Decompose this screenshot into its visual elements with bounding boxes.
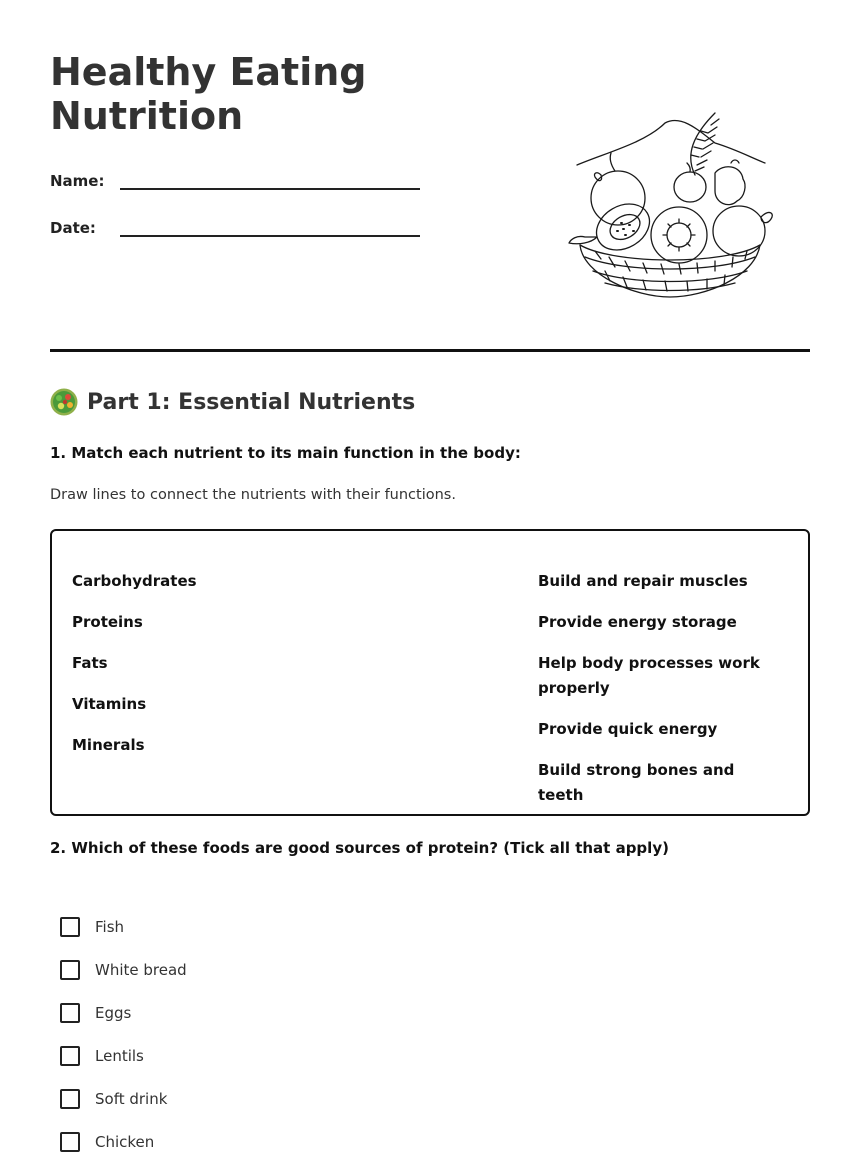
checkbox[interactable]: [60, 1003, 80, 1023]
title-line-2: Nutrition: [50, 94, 244, 138]
checkbox[interactable]: [60, 917, 80, 937]
function-item[interactable]: Help body processes work properly: [538, 654, 760, 697]
name-line[interactable]: [120, 164, 420, 190]
checkbox-label: White bread: [95, 960, 187, 979]
header-divider: [50, 349, 810, 352]
matching-box: [50, 529, 810, 816]
salad-bowl-icon: [50, 388, 78, 416]
function-item[interactable]: Provide quick energy: [538, 720, 718, 738]
checklist-item: [60, 905, 187, 948]
checkbox[interactable]: [60, 960, 80, 980]
checklist-item: [60, 1034, 187, 1077]
checkbox-label: Lentils: [95, 1046, 144, 1065]
question-2: 2. Which of these foods are good sources of protein? (Tick all that apply): [50, 839, 669, 857]
date-field: [50, 211, 420, 237]
name-label: Name:: [50, 172, 105, 190]
checkbox[interactable]: [60, 1132, 80, 1152]
checkbox-label: Eggs: [95, 1003, 132, 1022]
nutrient-item[interactable]: Carbohydrates: [72, 572, 197, 590]
function-item[interactable]: Build strong bones and teeth: [538, 761, 735, 804]
checkbox[interactable]: [60, 1046, 80, 1066]
checkbox-label: Soft drink: [95, 1089, 168, 1108]
nutrient-item[interactable]: Proteins: [72, 613, 143, 631]
protein-checklist: [60, 905, 187, 1163]
checklist-item: [60, 991, 187, 1034]
part1-title: Part 1: Essential Nutrients: [87, 389, 416, 415]
checkbox-label: Chicken: [95, 1132, 155, 1151]
question-1-instruction: Draw lines to connect the nutrients with their functions.: [50, 487, 456, 503]
worksheet-header: [50, 50, 810, 350]
function-item[interactable]: Build and repair muscles: [538, 572, 748, 590]
part1-heading: [50, 388, 415, 416]
nutrient-item[interactable]: Minerals: [72, 736, 145, 754]
fruit-basket-illustration: [565, 105, 775, 305]
checkbox[interactable]: [60, 1089, 80, 1109]
title-line-1: Healthy Eating: [50, 50, 367, 94]
question-1: 1. Match each nutrient to its main function in the body:: [50, 444, 521, 462]
function-item[interactable]: Provide energy storage: [538, 613, 737, 631]
date-line[interactable]: [120, 211, 420, 237]
name-field: [50, 164, 420, 190]
date-label: Date:: [50, 219, 96, 237]
nutrient-item[interactable]: Fats: [72, 654, 108, 672]
checkbox-label: Fish: [95, 917, 125, 936]
function-list: [538, 569, 778, 824]
checklist-item: [60, 1120, 187, 1163]
worksheet-title: [50, 50, 450, 138]
nutrient-list: [72, 569, 197, 774]
checklist-item: [60, 1077, 187, 1120]
nutrient-item[interactable]: Vitamins: [72, 695, 147, 713]
checklist-item: [60, 948, 187, 991]
